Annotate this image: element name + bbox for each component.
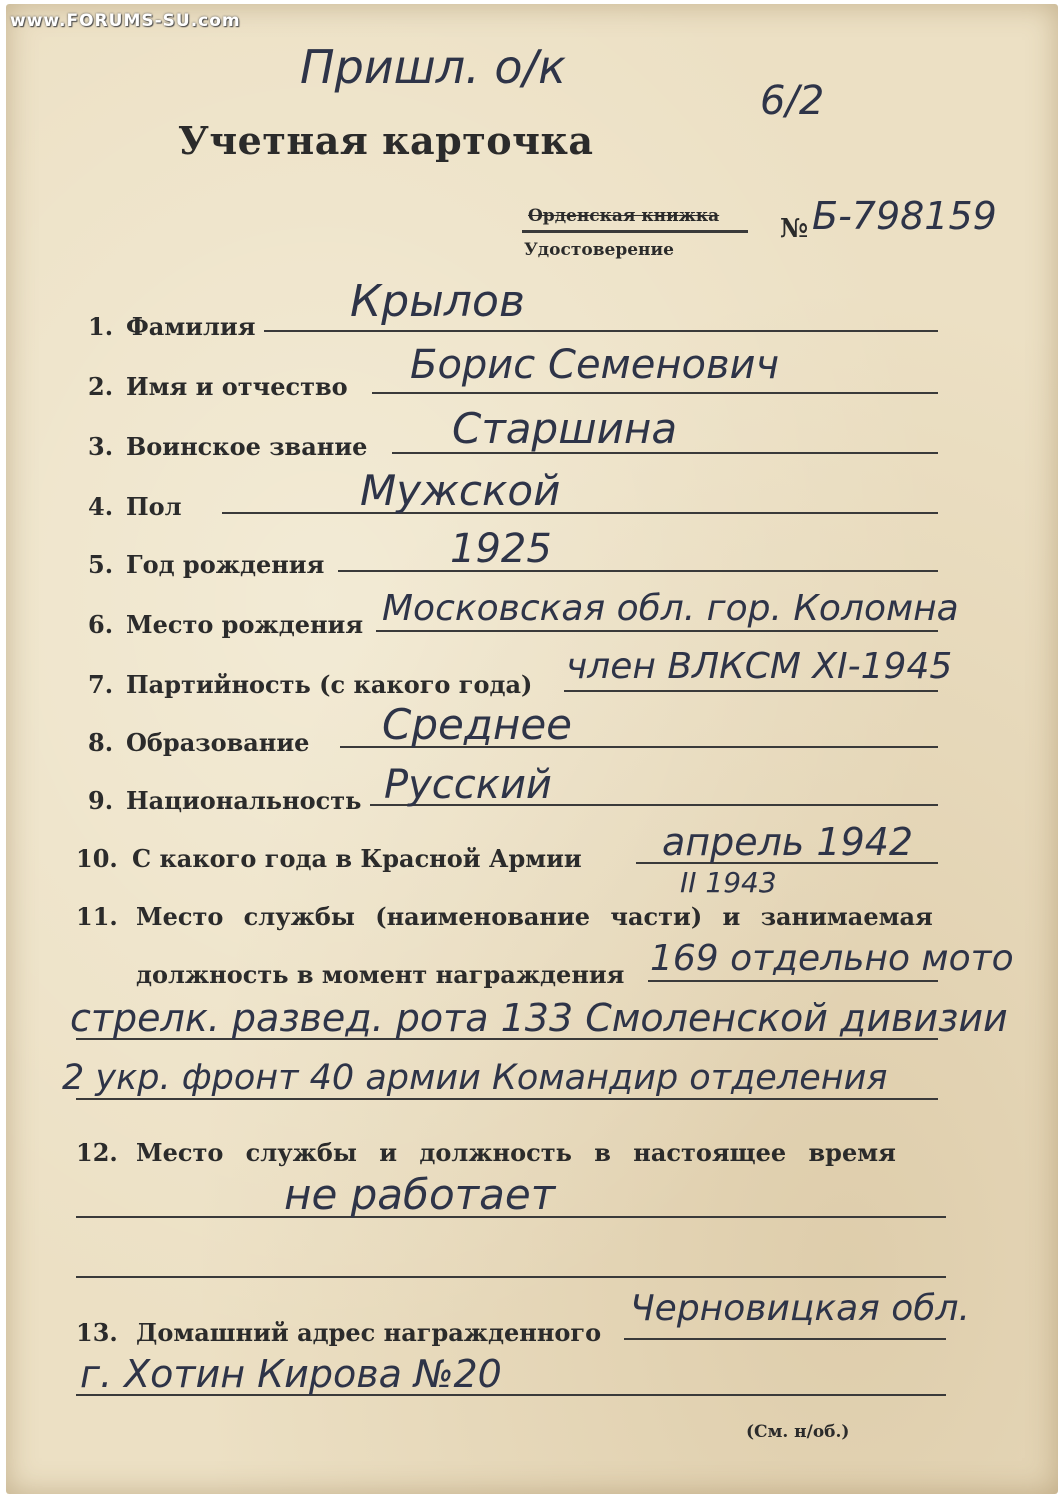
- field-10-value: апрель 1942: [662, 820, 914, 864]
- field-11-value-line2: стрелк. развед. рота 133 Смоленской дивизии: [70, 996, 1008, 1040]
- doc-type-struck: Орденская книжка: [528, 206, 720, 226]
- field-4-number: 4.: [88, 492, 114, 521]
- field-11-value-line1: 169 отдельно мото: [650, 938, 1014, 979]
- field-12-value: не работает: [284, 1170, 556, 1219]
- field-5-line: [338, 570, 938, 572]
- field-3-number: 3.: [88, 432, 114, 461]
- field-7-value: член ВЛКСМ XI-1945: [566, 646, 953, 687]
- field-11-line1: [648, 980, 938, 982]
- field-4-line: [222, 512, 938, 514]
- top-note: Пришл. о/к: [300, 40, 566, 94]
- page-title: Учетная карточка: [178, 118, 594, 163]
- field-4-label: Пол: [126, 492, 182, 521]
- field-12-label: Место службы и должность в настоящее время: [136, 1138, 896, 1167]
- number-value: Б-798159: [812, 194, 997, 238]
- field-11-label-line1: Место службы (наименование части) и занимаемая: [136, 902, 933, 931]
- field-8-value: Среднее: [382, 700, 573, 749]
- field-2-number: 2.: [88, 372, 114, 401]
- field-13-line1: [624, 1338, 946, 1340]
- field-7-number: 7.: [88, 670, 114, 699]
- field-5-label: Год рождения: [126, 550, 325, 579]
- field-11-line3: [76, 1098, 938, 1100]
- field-2-line: [372, 392, 938, 394]
- field-9-number: 9.: [88, 786, 114, 815]
- field-12-line2: [76, 1276, 946, 1278]
- field-3-label: Воинское звание: [126, 432, 368, 461]
- field-13-value-line1: Черновицкая обл.: [630, 1288, 970, 1329]
- field-6-number: 6.: [88, 610, 114, 639]
- field-13-number: 13.: [76, 1318, 118, 1347]
- doc-type: Удостоверение: [524, 240, 674, 260]
- field-6-value: Московская обл. гор. Коломна: [382, 588, 959, 629]
- field-5-value: 1925: [450, 526, 552, 572]
- sheet-number: 6/2: [760, 78, 825, 124]
- field-13-value-line2: г. Хотин Кирова №20: [80, 1352, 502, 1396]
- field-8-number: 8.: [88, 728, 114, 757]
- field-2-value: Борис Семенович: [410, 342, 780, 388]
- field-1-number: 1.: [88, 312, 114, 341]
- field-6-line: [376, 630, 938, 632]
- field-11-label-line2: должность в момент награждения: [136, 960, 625, 989]
- field-1-label: Фамилия: [126, 312, 256, 341]
- field-2-label: Имя и отчество: [126, 372, 348, 401]
- watermark: www.FORUMS-SU.com: [10, 11, 241, 31]
- field-4-value: Мужской: [360, 466, 561, 515]
- field-13-label: Домашний адрес награжденного: [136, 1318, 602, 1347]
- field-9-value: Русский: [384, 762, 552, 808]
- field-5-number: 5.: [88, 550, 114, 579]
- field-1-line: [264, 330, 938, 332]
- doc-type-rule: [522, 230, 748, 233]
- field-3-value: Старшина: [452, 404, 678, 453]
- field-1-value: Крылов: [350, 276, 525, 327]
- field-11-number: 11.: [76, 902, 118, 931]
- field-8-label: Образование: [126, 728, 310, 757]
- field-10-number: 10.: [76, 844, 118, 873]
- field-10-note: II 1943: [680, 866, 777, 899]
- field-7-label: Партийность (с какого года): [126, 670, 533, 699]
- field-12-number: 12.: [76, 1138, 118, 1167]
- field-7-line: [564, 690, 938, 692]
- field-11-value-line3: 2 укр. фронт 40 армии Командир отделения: [62, 1058, 888, 1098]
- field-10-label: С какого года в Красной Армии: [132, 844, 582, 873]
- footer-note: (См. н/об.): [746, 1422, 850, 1442]
- number-label: №: [780, 214, 809, 244]
- field-6-label: Место рождения: [126, 610, 364, 639]
- field-9-label: Национальность: [126, 786, 362, 815]
